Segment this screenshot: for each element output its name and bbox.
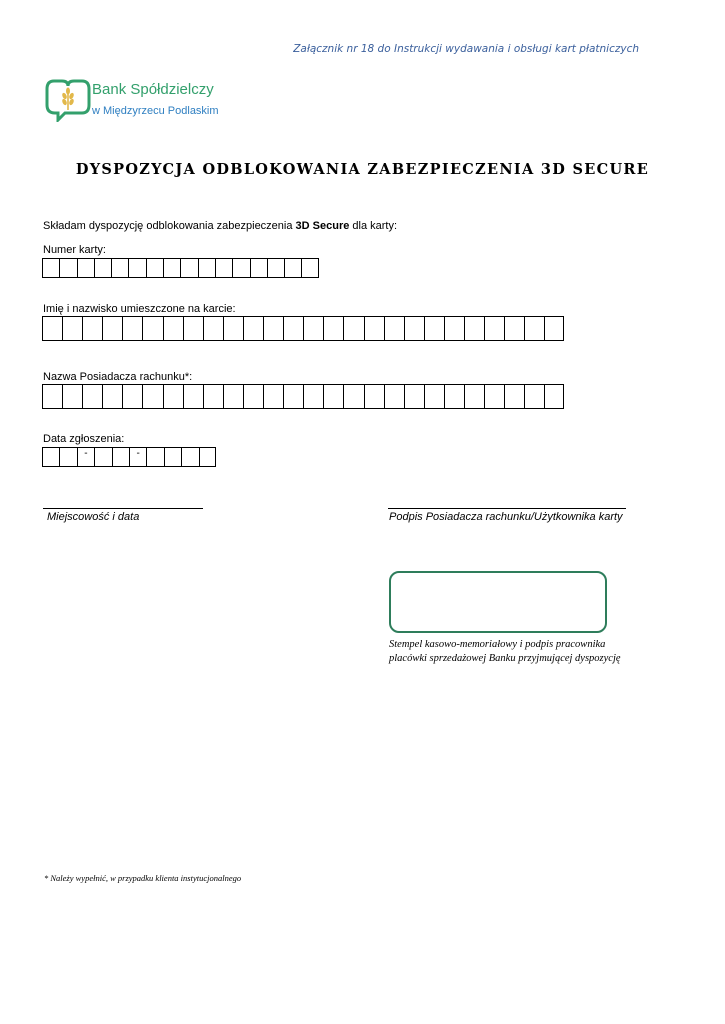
char-box[interactable] — [283, 316, 303, 341]
char-box[interactable] — [102, 316, 122, 341]
char-box[interactable] — [42, 384, 62, 409]
char-box[interactable] — [444, 384, 464, 409]
account-holder-label: Nazwa Posiadacza rachunku*: — [43, 371, 193, 383]
char-box[interactable] — [544, 316, 564, 341]
char-box[interactable] — [128, 258, 145, 278]
char-box[interactable] — [384, 384, 404, 409]
char-box[interactable] — [444, 316, 464, 341]
char-box[interactable] — [424, 316, 444, 341]
stamp-box — [389, 571, 607, 633]
card-number-label: Numer karty: — [43, 244, 106, 256]
bank-name: Bank Spółdzielczy — [92, 81, 214, 98]
char-box[interactable] — [82, 384, 102, 409]
char-box[interactable] — [180, 258, 197, 278]
char-box[interactable] — [223, 316, 243, 341]
char-box[interactable] — [129, 447, 146, 467]
char-box[interactable] — [544, 384, 564, 409]
attachment-note: Załącznik nr 18 do Instrukcji wydawania i obsługi kart płatniczych — [293, 43, 639, 55]
char-box[interactable] — [59, 258, 76, 278]
char-box[interactable] — [164, 447, 181, 467]
char-box[interactable] — [263, 384, 283, 409]
char-box[interactable] — [42, 316, 62, 341]
char-box[interactable] — [424, 384, 444, 409]
char-box[interactable] — [62, 316, 82, 341]
name-on-card-label: Imię i nazwisko umieszczone na karcie: — [43, 303, 236, 315]
stamp-caption-line-2: placówki sprzedażowej Banku przyjmującej dyspozycję — [389, 653, 621, 664]
name-on-card-input[interactable] — [42, 316, 564, 341]
holder-signature-label: Podpis Posiadacza rachunku/Użytkownika karty — [389, 511, 623, 523]
char-box[interactable] — [183, 384, 203, 409]
char-box[interactable] — [181, 447, 198, 467]
intro-before: Składam dyspozycję odblokowania zabezpieczenia — [43, 220, 296, 232]
footnote: * Należy wypełnić, w przypadku klienta instytucjonalnego — [44, 873, 242, 883]
place-date-label: Miejscowość i data — [47, 511, 140, 523]
char-box[interactable] — [163, 384, 183, 409]
char-box[interactable] — [263, 316, 283, 341]
char-box[interactable] — [284, 258, 301, 278]
char-box[interactable] — [198, 258, 215, 278]
char-box[interactable] — [504, 316, 524, 341]
intro-after: dla karty: — [349, 220, 398, 232]
char-box[interactable] — [122, 316, 142, 341]
char-box[interactable] — [82, 316, 102, 341]
intro-text — [43, 220, 397, 232]
char-box[interactable] — [163, 258, 180, 278]
char-box[interactable] — [199, 447, 216, 467]
char-box[interactable] — [384, 316, 404, 341]
request-date-input[interactable] — [42, 447, 216, 467]
char-box[interactable] — [464, 384, 484, 409]
document-title: DYSPOZYCJA ODBLOKOWANIA ZABEZPIECZENIA 3D SECURE — [75, 161, 650, 178]
char-box[interactable] — [203, 316, 223, 341]
char-box[interactable] — [301, 258, 318, 278]
stamp-caption-line-1: Stempel kasowo-memoriałowy i podpis pracownika — [389, 639, 606, 650]
char-box[interactable] — [323, 384, 343, 409]
char-box[interactable] — [232, 258, 249, 278]
char-box[interactable] — [303, 384, 323, 409]
date-separator: - — [136, 448, 140, 459]
char-box[interactable] — [323, 316, 343, 341]
char-box[interactable] — [524, 384, 544, 409]
signature-line — [388, 508, 626, 509]
date-separator: - — [84, 448, 88, 459]
char-box[interactable] — [267, 258, 284, 278]
account-holder-input[interactable] — [42, 384, 564, 409]
char-box[interactable] — [42, 447, 59, 467]
char-box[interactable] — [250, 258, 267, 278]
char-box[interactable] — [77, 258, 94, 278]
char-box[interactable] — [343, 316, 363, 341]
char-box[interactable] — [283, 384, 303, 409]
char-box[interactable] — [146, 447, 163, 467]
char-box[interactable] — [303, 316, 323, 341]
char-box[interactable] — [122, 384, 142, 409]
char-box[interactable] — [94, 258, 111, 278]
card-number-input[interactable] — [42, 258, 319, 278]
char-box[interactable] — [183, 316, 203, 341]
char-box[interactable] — [364, 316, 384, 341]
stamp-caption — [389, 638, 689, 666]
char-box[interactable] — [404, 384, 424, 409]
char-box[interactable] — [142, 316, 162, 341]
char-box[interactable] — [464, 316, 484, 341]
char-box[interactable] — [504, 384, 524, 409]
bank-location: w Międzyrzecu Podlaskim — [92, 105, 219, 117]
char-box[interactable] — [484, 316, 504, 341]
char-box[interactable] — [146, 258, 163, 278]
char-box[interactable] — [243, 316, 263, 341]
char-box[interactable] — [102, 384, 122, 409]
char-box[interactable] — [215, 258, 232, 278]
char-box[interactable] — [364, 384, 384, 409]
char-box[interactable] — [112, 447, 129, 467]
char-box[interactable] — [111, 258, 128, 278]
char-box[interactable] — [42, 258, 59, 278]
char-box[interactable] — [243, 384, 263, 409]
place-date-line — [43, 508, 203, 509]
char-box[interactable] — [77, 447, 94, 467]
request-date-label: Data zgłoszenia: — [43, 433, 125, 445]
char-box[interactable] — [524, 316, 544, 341]
char-box[interactable] — [59, 447, 76, 467]
char-box[interactable] — [203, 384, 223, 409]
char-box[interactable] — [484, 384, 504, 409]
char-box[interactable] — [62, 384, 82, 409]
intro-bold: 3D Secure — [295, 220, 350, 232]
char-box[interactable] — [94, 447, 111, 467]
char-box[interactable] — [142, 384, 162, 409]
char-box[interactable] — [343, 384, 363, 409]
char-box[interactable] — [163, 316, 183, 341]
char-box[interactable] — [404, 316, 424, 341]
char-box[interactable] — [223, 384, 243, 409]
